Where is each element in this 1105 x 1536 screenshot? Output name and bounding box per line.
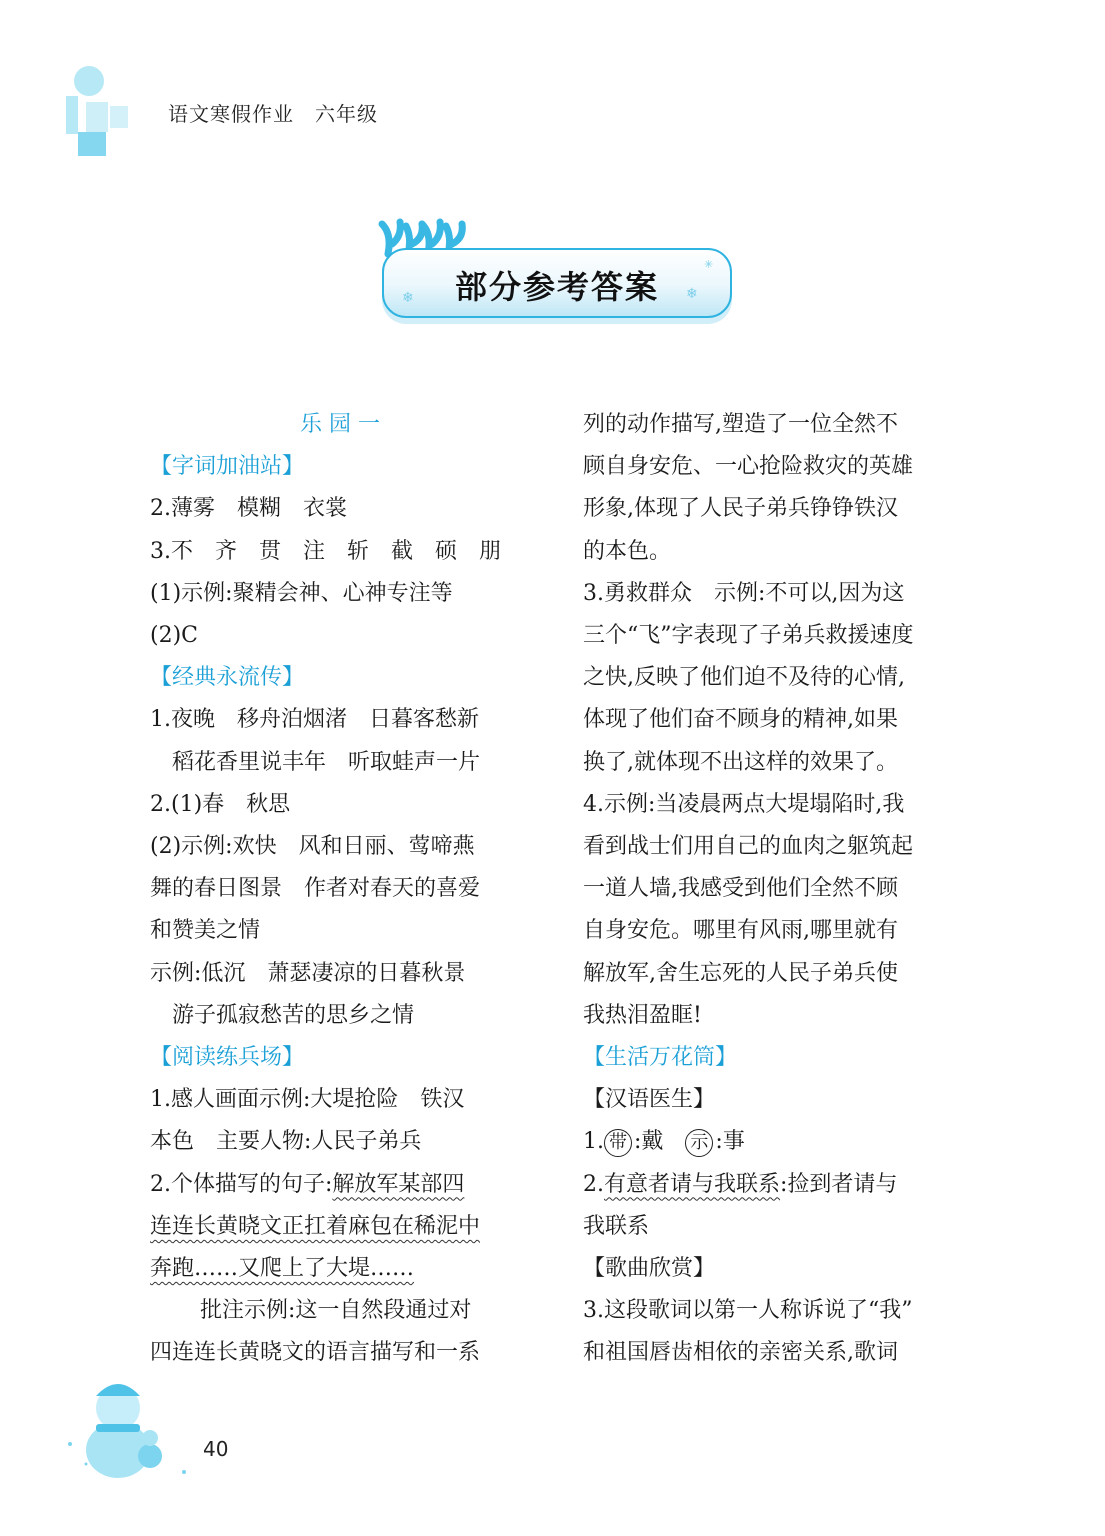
answer-line: 列的动作描写,塑造了一位全然不 [583, 412, 898, 437]
wavy-underlined-text: 连连长黄晓文正扛着麻包在稀泥中 [150, 1213, 481, 1239]
snowman-illustration [66, 1372, 191, 1482]
lesson-heading: 乐 园 一 [300, 412, 380, 437]
answer-line: 换了,就体现不出这样的效果了。 [583, 749, 898, 775]
left-column [150, 404, 530, 1375]
subsection-heading: 【歌曲欣赏】 [583, 1256, 716, 1282]
answer-line: 一道人墙,我感受到他们全然不顾 [583, 876, 898, 902]
answer-line: 游子孤寂愁苦的思乡之情 [172, 1002, 415, 1028]
answer-line: 和赞美之情 [150, 918, 261, 944]
answer-line: (1)示例:聚精会神、心神专注等 [150, 580, 453, 606]
answer-line: 舞的春日图景 作者对春天的喜爱 [150, 876, 481, 902]
snowflake-icon: ❄ [686, 286, 698, 302]
answer-line: 示例:低沉 萧瑟凄凉的日暮秋景 [150, 960, 466, 986]
answer-line [150, 1164, 530, 1206]
answer-line: 3.勇救群众 示例:不可以,因为这 [583, 580, 905, 606]
answer-line: 和祖国唇齿相依的亲密关系,歌词 [583, 1340, 898, 1366]
circled-character: 示 [685, 1129, 713, 1157]
answer-line: 1.感人画面示例:大堤抢险 铁汉 [150, 1087, 465, 1113]
answer-line: 自身安危。哪里有风雨,哪里就有 [583, 918, 898, 944]
answer-line [150, 1206, 530, 1248]
answer-line: 4.示例:当凌晨两点大堤塌陷时,我 [583, 791, 905, 817]
answer-title-banner [382, 248, 732, 318]
answer-line: 体现了他们奋不顾身的精神,如果 [583, 707, 898, 733]
section-heading: 【经典永流传】 [150, 665, 305, 691]
answer-line: 3.这段歌词以第一人称诉说了“我” [583, 1298, 913, 1324]
page-number: 40 [203, 1437, 229, 1461]
answer-line: 2.薄雾 模糊 衣裳 [150, 496, 347, 522]
answer-line: 2.(1)春 秋思 [150, 791, 291, 817]
wavy-underlined-text: 解放军某部四 [332, 1171, 465, 1197]
correction-text: :事 [715, 1129, 745, 1155]
right-column [583, 404, 963, 1375]
correction-text: :捡到者请与 [780, 1171, 898, 1197]
answer-line: 3.不 齐 贯 注 斩 截 硕 朋 [150, 538, 501, 564]
wavy-underlined-text: 有意者请与我联系 [604, 1171, 781, 1197]
page-title: 部分参考答案 [454, 268, 659, 306]
answer-prefix: 2.个体描写的句子: [150, 1171, 333, 1197]
answer-line: 三个“飞”字表现了子弟兵救援速度 [583, 623, 914, 649]
answer-line: (2)C [150, 623, 198, 649]
answer-line: 的本色。 [583, 538, 672, 564]
corner-decoration [66, 66, 146, 161]
answer-line [583, 1164, 963, 1206]
subsection-heading: 【汉语医生】 [583, 1087, 716, 1113]
answer-line [583, 1121, 963, 1163]
snowflake-icon: ✳ [704, 258, 714, 271]
answer-prefix: 1. [583, 1129, 604, 1155]
section-heading: 【生活万花筒】 [583, 1045, 738, 1071]
answer-line: 之快,反映了他们迫不及待的心情, [583, 665, 905, 691]
section-heading: 【字词加油站】 [150, 454, 305, 480]
section-heading: 【阅读练兵场】 [150, 1045, 305, 1071]
snowflake-icon: ❄ [402, 290, 414, 306]
answer-line: 解放军,舍生忘死的人民子弟兵使 [583, 960, 898, 986]
answer-line: (2)示例:欢快 风和日丽、莺啼燕 [150, 834, 475, 860]
header-title: 语文寒假作业 六年级 [168, 102, 378, 126]
correction-text: :戴 [634, 1129, 686, 1155]
answer-line: 形象,体现了人民子弟兵铮铮铁汉 [583, 496, 898, 522]
answer-line: 顾自身安危、一心抢险救灾的英雄 [583, 454, 914, 480]
wavy-underlined-text: 奔跑……又爬上了大堤…… [150, 1256, 415, 1282]
answer-line: 1.夜晚 移舟泊烟渚 日暮客愁新 [150, 707, 479, 733]
answer-line: 我热泪盈眶! [583, 1002, 702, 1028]
answer-line [150, 1248, 530, 1290]
answer-line: 看到战士们用自己的血肉之躯筑起 [583, 834, 914, 860]
answer-line: 本色 主要人物:人民子弟兵 [150, 1129, 422, 1155]
answer-line: 我联系 [583, 1213, 650, 1239]
answer-line: 稻花香里说丰年 听取蛙声一片 [172, 749, 481, 775]
answer-line: 批注示例:这一自然段通过对 [200, 1298, 472, 1324]
answer-line: 四连连长黄晓文的语言描写和一系 [150, 1340, 481, 1366]
circled-character: 带 [604, 1129, 632, 1157]
answer-prefix: 2. [583, 1171, 604, 1197]
